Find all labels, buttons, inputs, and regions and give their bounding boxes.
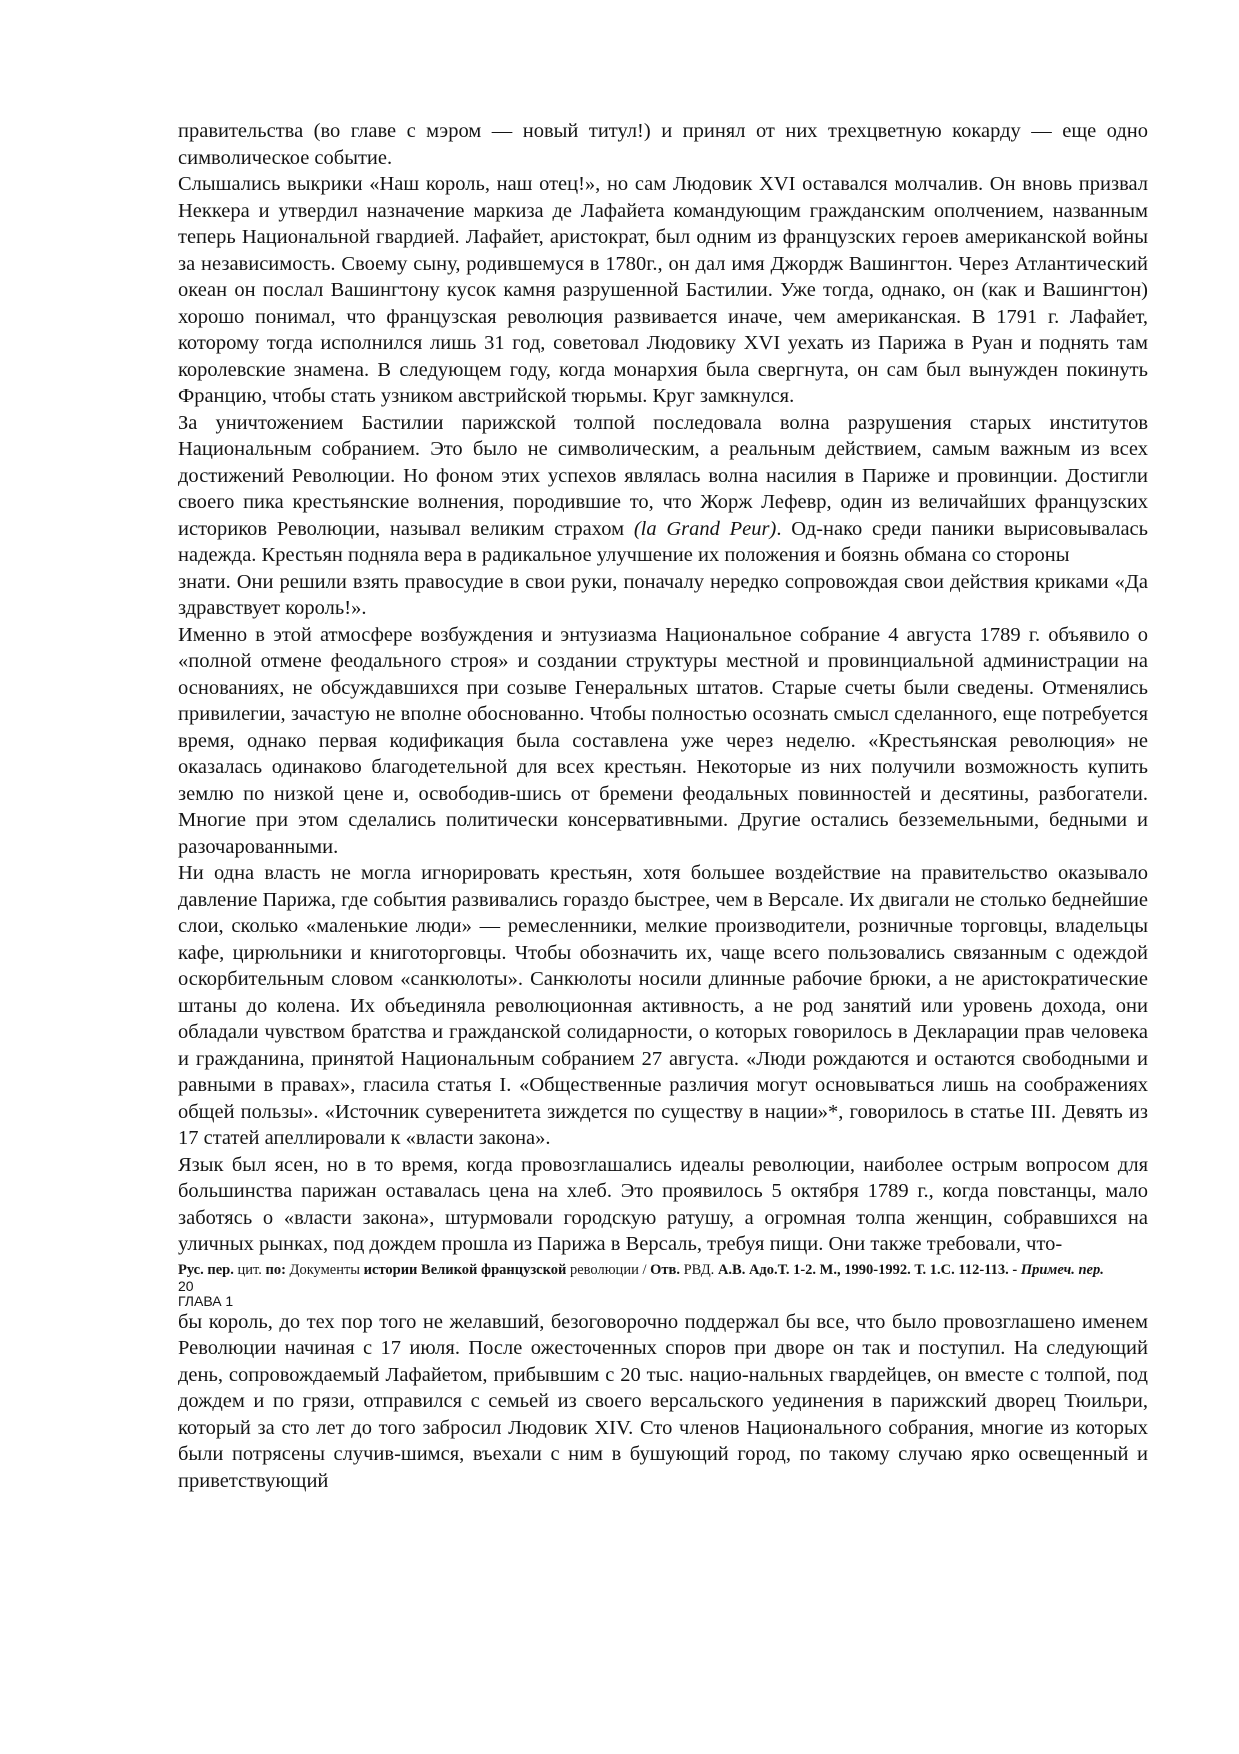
paragraph: бы король, до тех пор того не желавший, безоговорочно поддержал бы все, что было провозглашено именем Революции начиная с 17 июля. После ожесточенных споров при дворе он так и поступил. На следующий день, сопровождаемый Лафайетом, прибывшим с 20 тыс. нацио-нальных гвардейцев, он вместе с толпой, под дождем и по грязи, отправился с семьей из своего версальского уединения в парижский дворец Тюильри, который за сто лет до того забросил Людовик XIV. Сто членов Национального собрания, многие из которых были потрясены случив-шимся, въехали с ним в бушующий город, по такому случаю ярко освещенный и приветствующий	[178, 1310, 1148, 1492]
footnote	[178, 1262, 1148, 1279]
paragraph-text: . Од-нако среди паники вырисовывалась надежда. Крестьян подняла вера в радикальное улучшение их положения и боязнь обмана со стороны	[178, 517, 1148, 566]
footnote-part: Примеч. пер.	[1017, 1261, 1104, 1278]
paragraph-text: За уничтожением Бастилии парижской толпой последовала волна разрушения старых институтов Национальным собранием. Это было не символическим, а реальным действием, самым важным из всех достижений Революции. Но фоном этих успехов являлась волна насилия в Париже и провинции. Достигли своего пика крестьянские волнения, породившие то, что Жорж Лефевр, один из величайших французских историков Революции, называл великим страхом	[178, 411, 1148, 540]
paragraph: Ни одна власть не могла игнорировать крестьян, хотя большее воздействие на правительство оказывало давление Парижа, где события развивались гораздо быстрее, чем в Версале. Их двигали не столько беднейшие слои, сколько «маленькие люди» — ремесленники, мелкие производители, розничные торговцы, владельцы кафе, цирюльники и книготорговцы. Чтобы обозначить их, чаще всего пользовались связанным с одеждой оскорбительным словом «санкюлоты». Санкюлоты носили длинные рабочие брюки, а не аристократические штаны до колена. Их объединяла революционная активность, а не род занятий или уровень дохода, они обладали чувством братства и гражданской солидарности, о которых говорилось в Декларации прав человека и гражданина, принятой Национальным собранием 27 августа. «Люди рождаются и остаются свободными и равными в правах», гласила статья I. «Общественные различия могут основываться лишь на соображениях общей пользы». «Источник суверенитета зиждется по существу в нации»*, говорилось в статье III. Девять из 17 статей апеллировали к «власти закона».	[178, 862, 1148, 1149]
paragraph: правительства (во главе с мэром — новый титул!) и принял от них трехцветную кокарду — еще одно символическое событие.	[178, 120, 1148, 169]
footnote-part: Отв.	[650, 1261, 680, 1278]
page-number: 20	[178, 1277, 194, 1294]
paragraph: знати. Они решили взять правосудие в свои руки, поначалу нередко сопровождая свои действия криками «Да здравствует король!».	[178, 570, 1148, 619]
footnote-part: Документы	[285, 1261, 364, 1278]
footnote-part: А.В. Адо.Т. 1-2. М., 1990-1992. Т. 1.С. 112-113. -	[717, 1261, 1018, 1278]
footnote-part: истории Великой французской	[363, 1261, 567, 1278]
italic-term: (la Grand Peur)	[633, 517, 777, 540]
footnote-part: революции /	[566, 1261, 651, 1278]
paragraph: Слышались выкрики «Наш король, наш отец!», но сам Людовик XVI оставался молчалив. Он вновь призвал Неккера и утвердил назначение маркиза де Лафайета командующим гражданским ополчением, названным теперь Национальной гвардией. Лафайет, аристократ, был одним из французских героев американской войны за независимость. Своему сыну, родившемуся в 1780г., он дал имя Джордж Вашингтон. Через Атлантический океан он послал Вашингтону кусок камня разрушенной Бастилии. Уже тогда, однако, он (как и Вашингтон) хорошо понимал, что французская революция развивается иначе, чем американская. В 1791 г. Лафайет, которому тогда исполнился лишь 31 год, советовал Людовику XVI уехать из Парижа в Руан и поднять там королевские знамена. В следующем году, когда монархия была свергнута, он сам был вынужден покинуть Францию, чтобы стать узником австрийской тюрьмы. Круг замкнулся.	[178, 173, 1148, 407]
paragraph: Именно в этой атмосфере возбуждения и энтузиазма Национальное собрание 4 августа 1789 г. объявило о «полной отмене феодального строя» и создании структуры местной и провинциальной администрации на основаниях, не обсуждавшихся при созыве Генеральных штатов. Старые счеты были сведены. Отменялись привилегии, зачастую не вполне обоснованно. Чтобы полностью осознать смысл сделанного, еще потребуется время, однако первая кодификация была составлена уже через неделю. «Крестьянская революция» не оказалась одинаково благодетельной для всех крестьян. Некоторые из них получили возможность купить землю по низкой цене и, освободив-шись от бремени феодальных повинностей и десятины, разбогатели. Многие при этом сделались политически консервативными. Другие остались безземельными, бедными и разочарованными.	[178, 623, 1148, 858]
footnote-part: Рус. пер.	[178, 1261, 234, 1278]
footnote-part: РВД.	[679, 1261, 718, 1278]
paragraph	[178, 410, 1148, 569]
chapter-header: ГЛАВА 1	[178, 1292, 234, 1309]
paragraph: Язык был ясен, но в то время, когда провозглашались идеалы революции, наиболее острым вопросом для большинства парижан оставалась цена на хлеб. Это проявилось 5 октября 1789 г., когда повстанцы, мало заботясь о «власти закона», штурмовали городскую ратушу, а огромная толпа женщин, собравшихся на уличных рынках, под дождем прошла из Парижа в Версаль, требуя пищи. Они также требовали, что-	[178, 1153, 1148, 1255]
footnote-part: по:	[265, 1261, 286, 1278]
document-page	[178, 118, 1148, 1494]
footnote-part: цит.	[233, 1261, 266, 1278]
